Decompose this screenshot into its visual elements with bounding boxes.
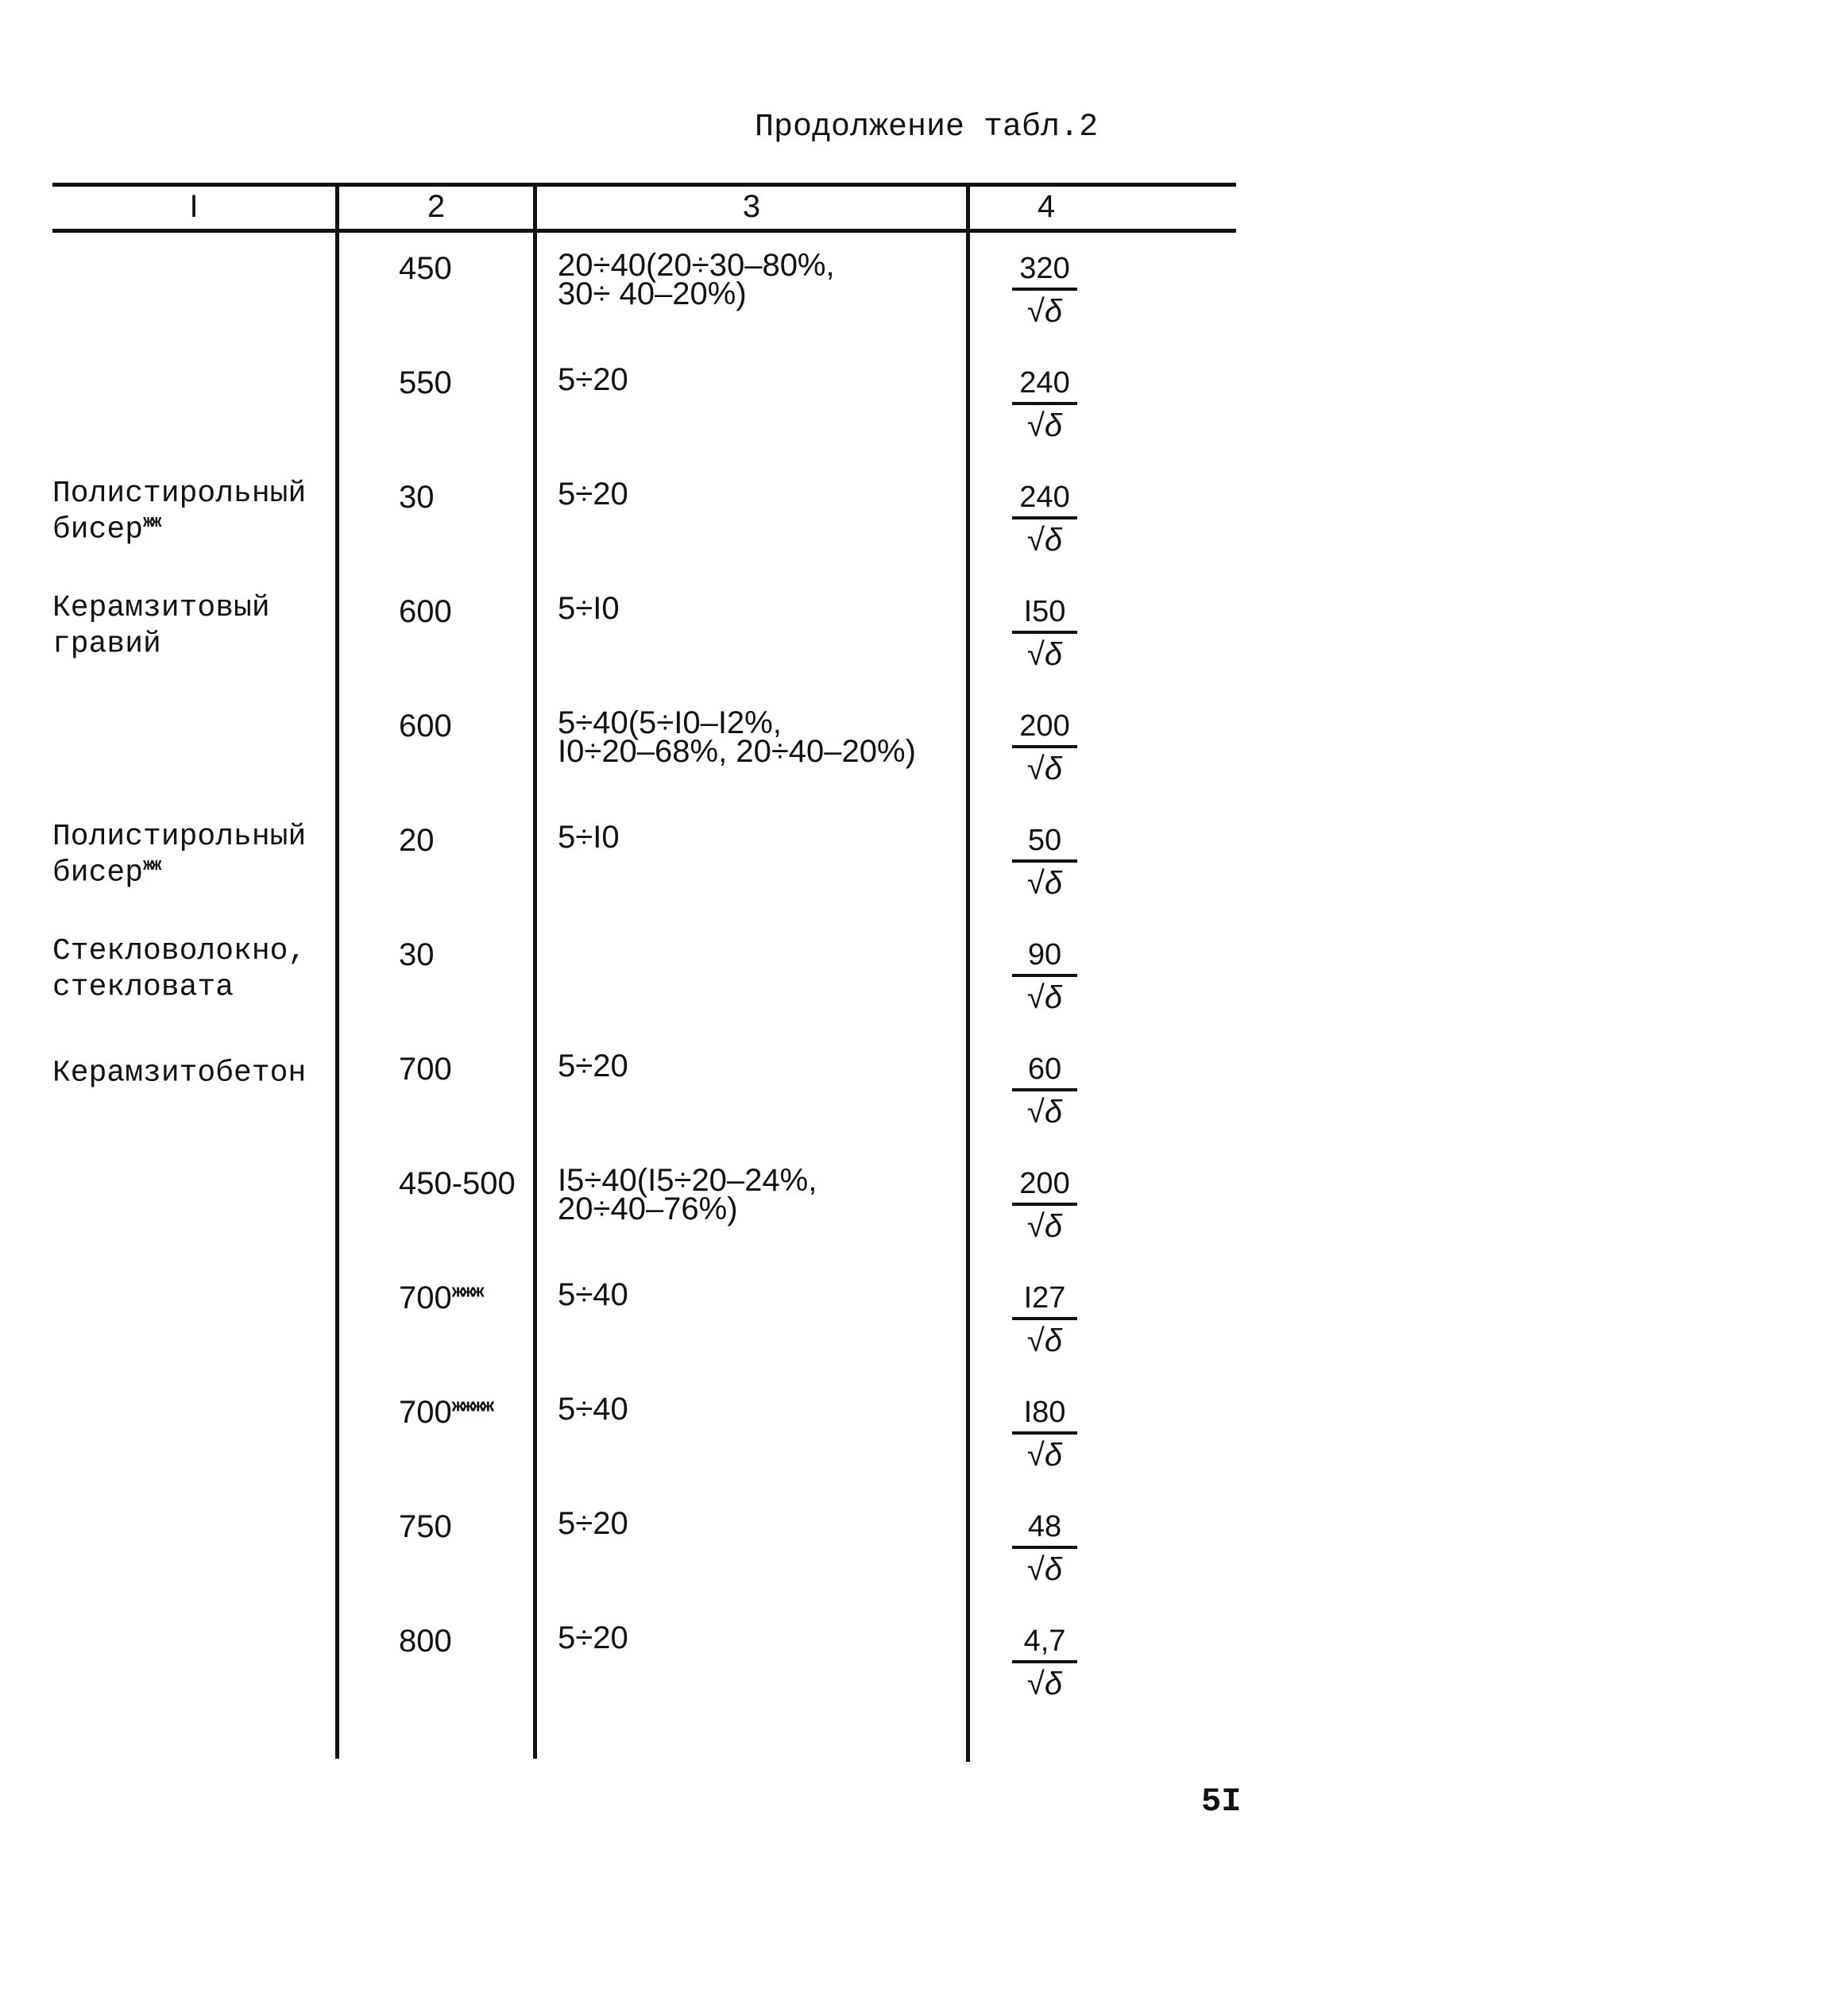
coefficient-numerator: I27	[1023, 1281, 1066, 1315]
coefficient-cell	[1009, 937, 1080, 1015]
density-value: 600	[399, 709, 452, 743]
coefficient-cell	[1009, 823, 1080, 901]
coefficient-numerator: I80	[1023, 1396, 1066, 1429]
density-value: 700	[399, 1052, 452, 1087]
material-cell	[52, 820, 323, 890]
density-value: 700	[399, 1395, 452, 1430]
fraction-bar	[1012, 1317, 1077, 1320]
table-row	[0, 591, 1239, 709]
fraction-cell: 20÷40(20÷30–80%, 30÷ 40–20%)	[558, 248, 835, 311]
table-row	[0, 1163, 1239, 1280]
density-value: 450	[399, 251, 452, 286]
fraction-cell: 5÷20	[558, 1049, 628, 1083]
fraction-cell: 5÷40	[558, 1277, 628, 1312]
fraction-cell: 5÷40	[558, 1392, 628, 1427]
table-row	[0, 1049, 1239, 1166]
coefficient-cell	[1009, 1052, 1080, 1130]
fraction-cell: 5÷20	[558, 362, 628, 397]
coefficient-cell	[1009, 1624, 1080, 1701]
coefficient-numerator: 200	[1019, 709, 1070, 743]
coefficient-numerator: 90	[1027, 938, 1062, 971]
fraction-cell: 5÷20	[558, 1620, 628, 1655]
material-name: Керамзитовый гравий	[52, 591, 270, 662]
header-col-1: I	[189, 189, 199, 224]
material-name: Полистирольный бисер	[52, 820, 307, 890]
coefficient-numerator: 60	[1027, 1052, 1062, 1086]
coefficient-cell	[1009, 1395, 1080, 1473]
density-cell	[399, 1395, 492, 1431]
coefficient-cell	[1009, 594, 1080, 672]
coefficient-cell	[1009, 1280, 1080, 1358]
fraction-bar	[1012, 1431, 1077, 1435]
density-value: 30	[399, 480, 435, 515]
header-col-2: 2	[427, 189, 446, 224]
table-row	[0, 1277, 1239, 1395]
fraction-bar	[1012, 402, 1077, 405]
sqrt-delta-denominator: √δ	[1026, 1095, 1063, 1130]
table-row	[0, 477, 1239, 594]
table-row	[0, 1620, 1239, 1738]
table-row	[0, 820, 1239, 937]
sqrt-delta-denominator: √δ	[1026, 751, 1063, 786]
fraction-bar	[1012, 859, 1077, 863]
density-cell	[399, 1280, 482, 1316]
density-cell	[399, 709, 452, 744]
coefficient-numerator: 50	[1027, 824, 1062, 857]
table-row	[0, 934, 1239, 1052]
fraction-cell: 5÷20	[558, 1506, 628, 1541]
sqrt-delta-denominator: √δ	[1026, 294, 1063, 329]
coefficient-cell	[1009, 480, 1080, 558]
density-footnote-mark: жжж	[451, 1280, 482, 1301]
density-value: 20	[399, 823, 435, 858]
fraction-cell: 5÷20	[558, 477, 628, 512]
fraction-bar	[1012, 516, 1077, 519]
coefficient-cell	[1009, 709, 1080, 786]
material-cell	[52, 934, 323, 1005]
density-value: 750	[399, 1509, 452, 1544]
sqrt-delta-denominator: √δ	[1026, 1323, 1063, 1358]
material-cell	[52, 591, 323, 662]
material-cell	[52, 477, 323, 547]
fraction-bar	[1012, 1660, 1077, 1663]
coefficient-numerator: I50	[1023, 595, 1066, 628]
table-row	[0, 248, 1239, 365]
density-cell	[399, 251, 452, 287]
table-row	[0, 362, 1239, 480]
density-cell	[399, 937, 435, 973]
fraction-bar	[1012, 1088, 1077, 1091]
fraction-cell: 5÷I0	[558, 591, 620, 626]
coefficient-cell	[1009, 251, 1080, 329]
sqrt-delta-denominator: √δ	[1026, 523, 1063, 558]
density-cell	[399, 480, 435, 516]
sqrt-delta-denominator: √δ	[1026, 1209, 1063, 1244]
table-row	[0, 1506, 1239, 1624]
material-name: Керамзитобетон	[52, 1056, 307, 1091]
density-cell	[399, 823, 435, 859]
density-value: 600	[399, 594, 452, 629]
table-caption: Продолжение табл.2	[755, 110, 1099, 145]
table-top-rule	[52, 183, 1236, 187]
header-col-4: 4	[1037, 189, 1056, 224]
coefficient-numerator: 200	[1019, 1167, 1070, 1200]
fraction-cell: I5÷40(I5÷20–24%, 20÷40–76%)	[558, 1163, 817, 1226]
sqrt-delta-denominator: √δ	[1026, 637, 1063, 672]
fraction-bar	[1012, 974, 1077, 977]
coefficient-numerator: 240	[1019, 481, 1070, 514]
fraction-bar	[1012, 745, 1077, 748]
density-value: 700	[399, 1280, 452, 1315]
footnote-mark: жж	[143, 512, 160, 532]
header-bottom-rule	[52, 229, 1236, 233]
density-cell	[399, 1166, 516, 1202]
sqrt-delta-denominator: √δ	[1026, 1666, 1063, 1701]
density-value: 30	[399, 937, 435, 972]
coefficient-cell	[1009, 1509, 1080, 1587]
coefficient-numerator: 48	[1027, 1510, 1062, 1543]
coefficient-numerator: 4,7	[1023, 1624, 1066, 1658]
material-name: Полистирольный бисер	[52, 477, 307, 547]
coefficient-numerator: 320	[1019, 252, 1070, 285]
coefficient-cell	[1009, 1166, 1080, 1244]
density-footnote-mark: жжжж	[451, 1395, 493, 1415]
density-cell	[399, 1052, 452, 1087]
table-row	[0, 1392, 1239, 1509]
sqrt-delta-denominator: √δ	[1026, 408, 1063, 443]
fraction-cell: 5÷I0	[558, 820, 620, 855]
sqrt-delta-denominator: √δ	[1026, 980, 1063, 1015]
density-cell	[399, 594, 452, 630]
density-cell	[399, 1624, 452, 1659]
material-name: Стекловолокно, стекловата	[52, 934, 307, 1005]
density-value: 800	[399, 1624, 452, 1659]
header-col-3: 3	[742, 189, 761, 224]
density-value: 550	[399, 365, 452, 400]
sqrt-delta-denominator: √δ	[1026, 1438, 1063, 1473]
material-cell	[52, 1052, 323, 1091]
sqrt-delta-denominator: √δ	[1026, 866, 1063, 901]
table-row	[0, 705, 1239, 823]
sqrt-delta-denominator: √δ	[1026, 1552, 1063, 1587]
footnote-mark: жж	[143, 855, 160, 875]
fraction-bar	[1012, 631, 1077, 634]
page-number: 5I	[1201, 1782, 1242, 1821]
coefficient-numerator: 240	[1019, 366, 1070, 400]
fraction-bar	[1012, 1203, 1077, 1206]
fraction-cell: 5÷40(5÷I0–I2%, I0÷20–68%, 20÷40–20%)	[558, 705, 916, 769]
density-cell	[399, 1509, 452, 1545]
fraction-bar	[1012, 288, 1077, 291]
fraction-bar	[1012, 1546, 1077, 1549]
density-value: 450-500	[399, 1166, 516, 1201]
coefficient-cell	[1009, 365, 1080, 443]
density-cell	[399, 365, 452, 401]
